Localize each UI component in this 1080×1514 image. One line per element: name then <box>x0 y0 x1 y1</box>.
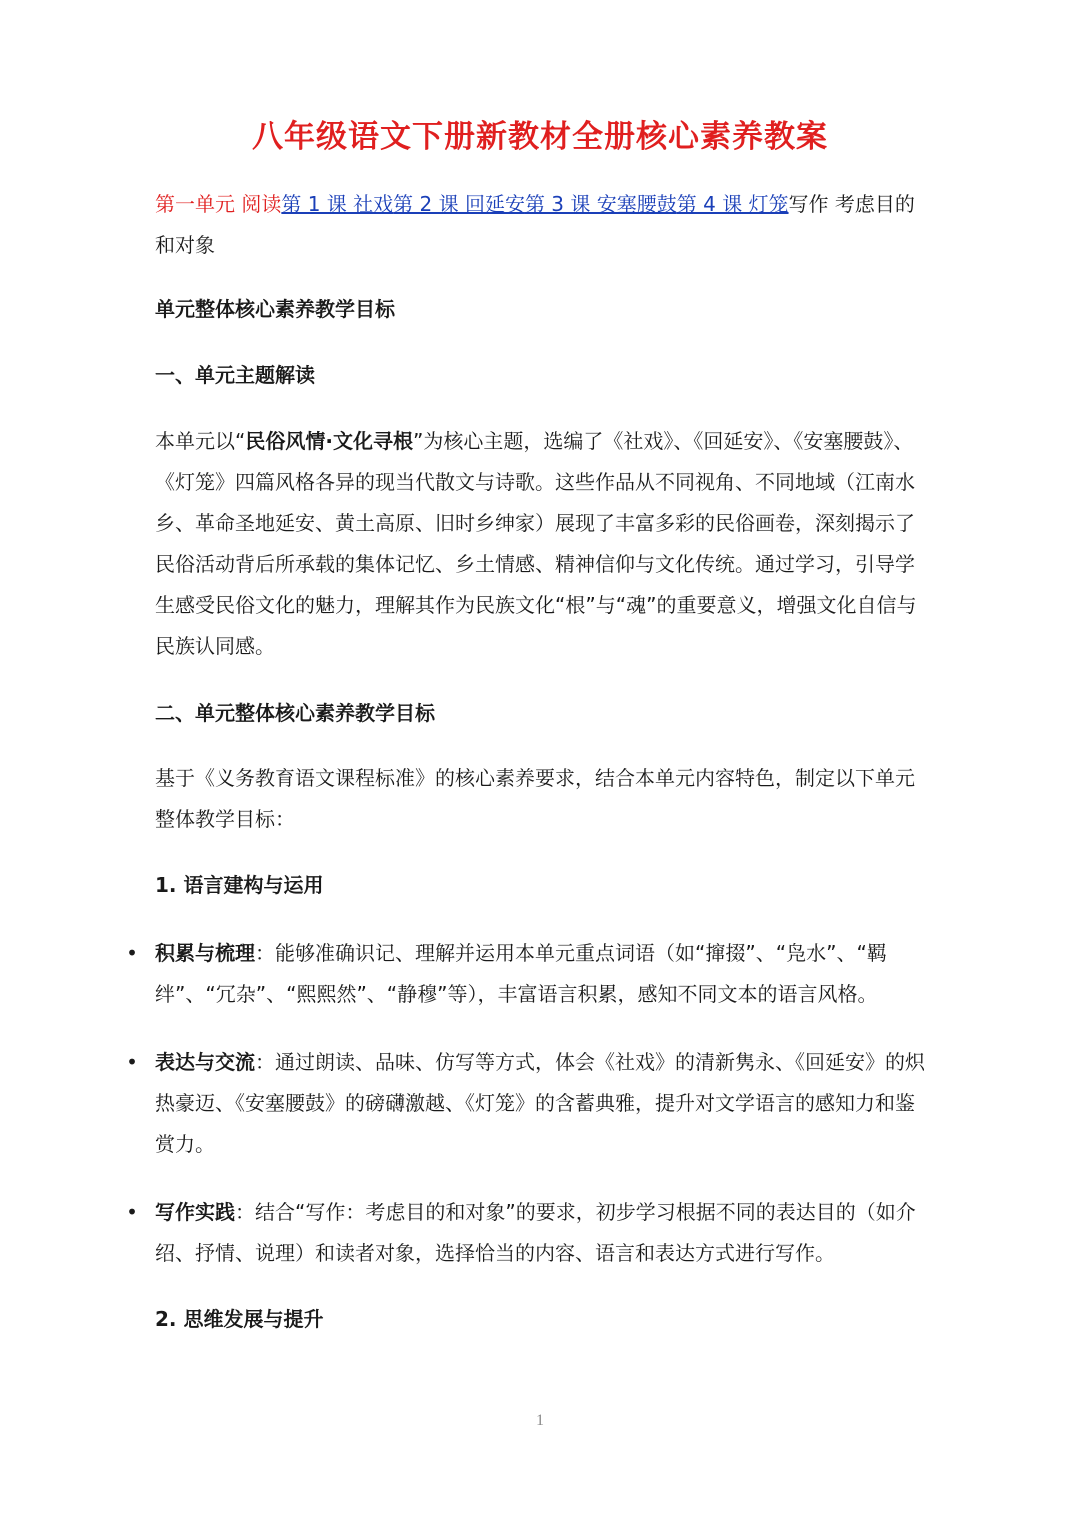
list-item <box>126 1192 930 1274</box>
list-item <box>126 933 930 1015</box>
sub1-heading: 1. 语言建构与运用 <box>155 873 324 897</box>
theme-prefix: 本单元以“ <box>155 429 246 453</box>
theme-body: ”为核心主题，选编了《社戏》、《回延安》、《安塞腰鼓》、《灯笼》四篇风格各异的现当代散文与诗歌。这些作品从不同视角、不同地域（江南水乡、革命圣地延安、黄土高原、旧时乡绅家）展现了丰富多彩的民俗画卷，深刻揭示了民俗活动背后所承载的集体记忆、乡土情感、精神信仰与文化传统。通过学习，引导学生感受民俗文化的魅力，理解其作为民族文化“根”与“魂”的重要意义，增强文化自信与民族认同感。 <box>155 429 917 658</box>
theme-keyword: 民俗风情·文化寻根 <box>245 429 413 453</box>
bullet-text: ：通过朗读、品味、仿写等方式，体会《社戏》的清新隽永、《回延安》的炽热豪迈、《安塞腰鼓》的磅礴激越、《灯笼》的含蓄典雅，提升对文学语言的感知力和鉴赏力。 <box>155 1050 925 1156</box>
unit-label: 第一单元 阅读 <box>155 192 282 216</box>
bullet-label: 表达与交流 <box>155 1050 255 1074</box>
bullet-icon: • <box>126 1050 138 1074</box>
lesson-link-3[interactable]: 第 3 课 安塞腰鼓 <box>524 192 677 216</box>
part1-heading: 一、单元主题解读 <box>155 363 315 387</box>
writing-task: 写作 考虑目的和对象 <box>155 192 915 257</box>
document-title: 八年级语文下册新教材全册核心素养教案 <box>252 119 828 155</box>
bullet-icon: • <box>126 1200 138 1224</box>
part2-heading: 二、单元整体核心素养教学目标 <box>155 701 435 725</box>
bullet-icon: • <box>126 941 138 965</box>
list-item <box>126 1042 930 1165</box>
unit-lesson-line <box>155 184 933 266</box>
page-number: 1 <box>536 1412 544 1429</box>
bullet-label: 积累与梳理 <box>155 941 255 965</box>
bullet-text: ：结合“写作：考虑目的和对象”的要求，初步学习根据不同的表达目的（如介绍、抒情、说理）和读者对象，选择恰当的内容、语言和表达方式进行写作。 <box>155 1200 916 1265</box>
lesson-link-1[interactable]: 第 1 课 社戏 <box>281 192 394 216</box>
section-title: 单元整体核心素养教学目标 <box>155 297 395 321</box>
lesson-link-2[interactable]: 第 2 课 回延安 <box>393 192 525 216</box>
bullet-text: ：能够准确识记、理解并运用本单元重点词语（如“撺掇”、“凫水”、“羁绊”、“冗杂”、“熙熙然”、“静穆”等），丰富语言积累，感知不同文本的语言风格。 <box>155 941 887 1006</box>
theme-paragraph <box>155 421 930 667</box>
part2-intro: 基于《义务教育语文课程标准》的核心素养要求，结合本单元内容特色，制定以下单元整体教学目标： <box>155 766 915 831</box>
sub2-heading: 2. 思维发展与提升 <box>155 1307 324 1331</box>
bullet-label: 写作实践 <box>155 1200 235 1224</box>
lesson-link-4[interactable]: 第 4 课 灯笼 <box>676 192 789 216</box>
